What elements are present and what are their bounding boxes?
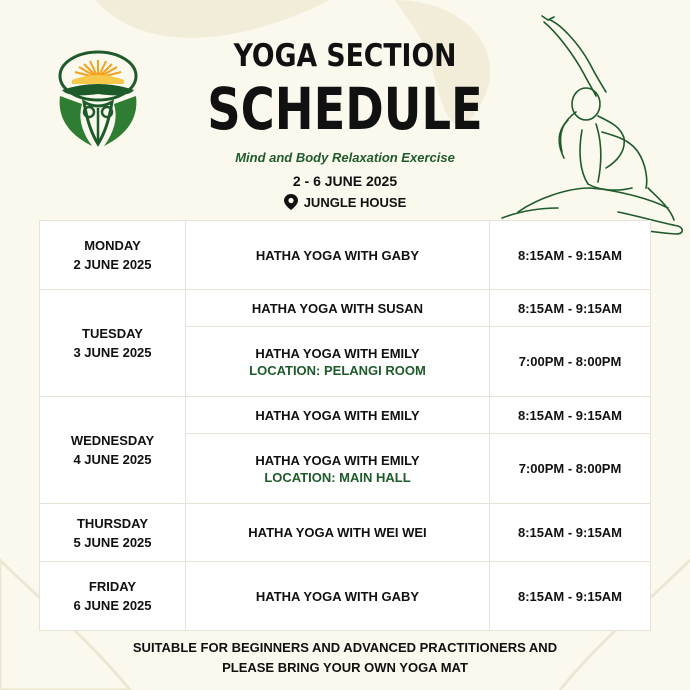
subtitle: Mind and Body Relaxation Exercise [235,150,455,165]
day-name: THURSDAY [76,515,149,531]
day-date: 3 JUNE 2025 [73,345,152,360]
time-cell: 8:15AM - 9:15AM [490,562,651,631]
time-cell: 8:15AM - 9:15AM [490,504,651,562]
time-cell: 8:15AM - 9:15AM [490,397,651,434]
class-name: HATHA YOGA WITH WEI WEI [248,525,427,540]
venue-label: JUNGLE HOUSE [303,195,407,210]
table-row [40,290,651,327]
day-cell [40,504,186,562]
day-name: MONDAY [84,238,141,253]
class-name: HATHA YOGA WITH EMILY [255,452,420,468]
class-cell [186,221,490,290]
class-name: HATHA YOGA WITH EMILY [255,345,420,361]
footer-line2: PLEASE BRING YOUR OWN YOGA MAT [222,660,468,675]
class-cell [186,397,490,434]
time-cell: 8:15AM - 9:15AM [490,221,651,290]
event-dates: 2 - 6 JUNE 2025 [292,173,398,189]
page-title: SCHEDULE [207,75,483,143]
day-cell [40,221,186,290]
footer-line1: SUITABLE FOR BEGINNERS AND ADVANCED PRACTITIONERS AND [132,640,558,655]
day-date: 4 JUNE 2025 [73,452,152,467]
class-cell [186,327,490,397]
day-date: 6 JUNE 2025 [73,598,152,613]
table-row [40,397,651,434]
day-name: TUESDAY [82,326,143,341]
schedule-table [39,220,651,631]
location-pin-icon [284,194,298,210]
class-name: HATHA YOGA WITH GABY [255,588,420,604]
table-row [40,504,651,562]
venue [0,194,690,210]
day-name: FRIDAY [88,579,137,594]
day-date: 2 JUNE 2025 [73,257,152,272]
class-location: LOCATION: PELANGI ROOM [249,362,426,378]
footer-note [0,638,690,678]
class-name: HATHA YOGA WITH GABY [255,247,420,263]
time-cell: 7:00PM - 8:00PM [490,327,651,397]
time-cell: 8:15AM - 9:15AM [490,290,651,327]
time-cell: 7:00PM - 8:00PM [490,434,651,504]
day-cell [40,562,186,631]
title-line1: YOGA SECTION [233,38,457,74]
table-row [40,221,651,290]
day-name: WEDNESDAY [70,433,155,448]
class-location: LOCATION: MAIN HALL [264,469,411,485]
class-cell [186,290,490,327]
day-date: 5 JUNE 2025 [73,534,152,550]
class-cell [186,504,490,562]
table-row [40,562,651,631]
class-name: HATHA YOGA WITH SUSAN [251,300,424,316]
class-cell [186,562,490,631]
day-cell [40,397,186,504]
class-cell [186,434,490,504]
class-name: HATHA YOGA WITH EMILY [255,407,420,423]
day-cell [40,290,186,397]
